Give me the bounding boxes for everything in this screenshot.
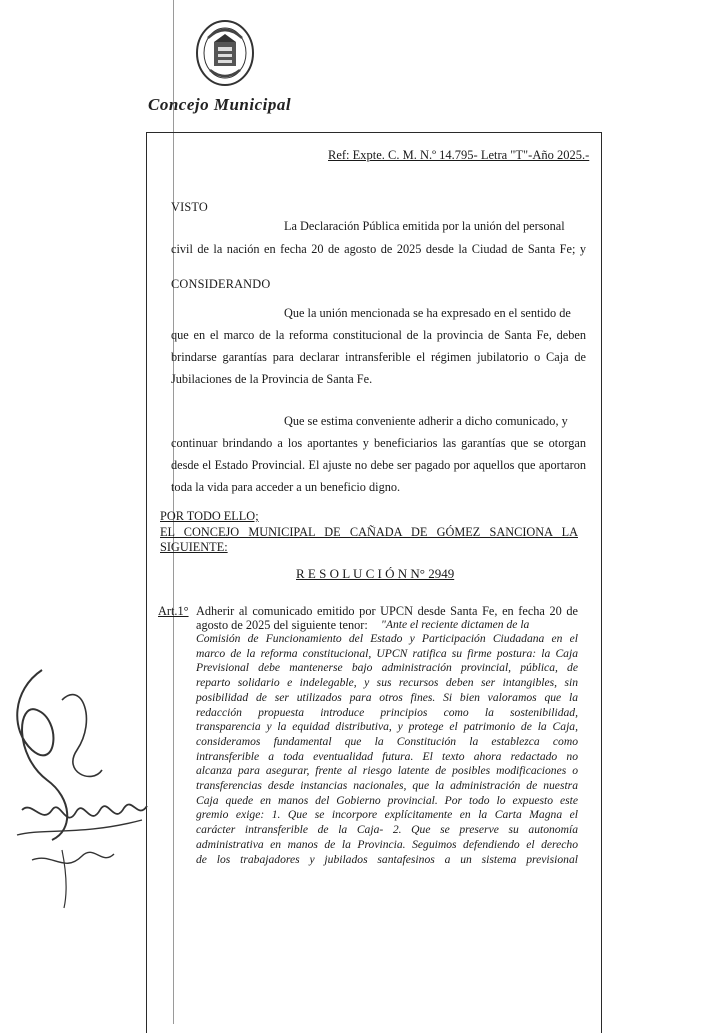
considerando-line: Que se estima conveniente adherir a dicho comunicado, y bbox=[284, 414, 568, 428]
quote-line: administrativa en manos de la Provincia. Seguimos defendiendo el derecho bbox=[196, 837, 578, 851]
considerando-line: desde el Estado Provincial. El ajuste no debe ser pagado por aquellos que aportaron bbox=[171, 458, 586, 472]
article-lead-line: agosto de 2025 del siguiente tenor: bbox=[196, 618, 368, 632]
siguiente-line: SIGUIENTE: bbox=[160, 540, 228, 554]
handwritten-signature bbox=[2, 660, 152, 910]
quote-line: "Ante el reciente dictamen de la bbox=[381, 618, 530, 631]
quote-line: marco de la reforma constitucional, UPCN ratifica su firme postura: la Caja bbox=[196, 646, 578, 660]
visto-heading: VISTO bbox=[171, 200, 208, 214]
article-label: Art.1° bbox=[158, 604, 189, 618]
quote-line: carácter intransferible de la Caja- 2. Que se preserve su autonomía bbox=[196, 823, 578, 837]
resolution-title: R E S O L U C I Ó N N° 2949 bbox=[296, 566, 455, 581]
quote-line: de los trabajadores y jubilados santafesinos a un sistema previsional bbox=[196, 852, 578, 866]
quote-line: Comisión de Funcionamiento del Estado y Participación Ciudadana en el bbox=[196, 632, 578, 645]
quote-line: redacción propuesta introduce principios como la sostenibilidad, bbox=[196, 705, 578, 719]
considerando-line: brindarse garantías para declarar intransferible el régimen jubilatorio o Caja de bbox=[171, 350, 586, 364]
reference-line: Ref: Expte. C. M. N.º 14.795- Letra "T"-Año 2025.- bbox=[328, 148, 590, 162]
por-todo-line: POR TODO ELLO; bbox=[160, 509, 259, 523]
considerando-line: que en el marco de la reforma constitucional de la provincia de Santa Fe, deben bbox=[171, 328, 586, 342]
quote-line: consideramos fundamental que la Constitución la establezca como bbox=[196, 734, 578, 748]
considerando-line: Que la unión mencionada se ha expresado en el sentido de bbox=[284, 306, 571, 320]
quote-line: reparto solidario e indelegable, y sus recursos deben ser intangibles, sin bbox=[196, 676, 578, 690]
council-brand: Concejo Municipal bbox=[148, 95, 292, 114]
considerando-line: Jubilaciones de la Provincia de Santa Fe. bbox=[171, 372, 373, 386]
quote-line: Caja quede en manos del Gobierno provincial. Por todo lo expuesto este bbox=[196, 793, 578, 807]
quote-line: gremio exige: 1. Que se incorpore explícitamente en la Carta Magna el bbox=[196, 808, 578, 822]
visto-line: civil de la nación en fecha 20 de agosto de 2025 desde la Ciudad de Santa Fe; y bbox=[171, 242, 586, 256]
visto-line: La Declaración Pública emitida por la unión del personal bbox=[284, 219, 565, 233]
quote-line: intransferible a toda eventualidad futura. El texto ahora redactado no bbox=[196, 749, 578, 763]
sanciona-line: EL CONCEJO MUNICIPAL DE CAÑADA DE GÓMEZ SANCIONA LA bbox=[160, 525, 578, 539]
municipal-seal-icon bbox=[194, 18, 256, 88]
article-lead-line: Adherir al comunicado emitido por UPCN desde Santa Fe, en fecha 20 de bbox=[196, 604, 578, 618]
quote-line: Previsional debe mantenerse bajo administración provincial, pública, de bbox=[196, 661, 578, 675]
considerando-heading: CONSIDERANDO bbox=[171, 277, 271, 291]
quote-line: transferencias desde instancias nacionales, que la administración de nuestra bbox=[196, 779, 578, 793]
quote-line: transparencia y la equidad distributiva, y protege el patrimonio de la Caja, bbox=[196, 720, 578, 734]
considerando-line: toda la vida para acceder a un beneficio digno. bbox=[171, 480, 401, 494]
quote-line: posibilidad de ser utilizados para otros fines. Si bien valoramos que la bbox=[196, 690, 578, 704]
quote-line: alcanza para asegurar, frente al riesgo latente de posibles modificaciones o bbox=[196, 764, 578, 778]
considerando-line: continuar brindando a los aportantes y beneficiarios las garantías que se otorgan bbox=[171, 436, 586, 450]
